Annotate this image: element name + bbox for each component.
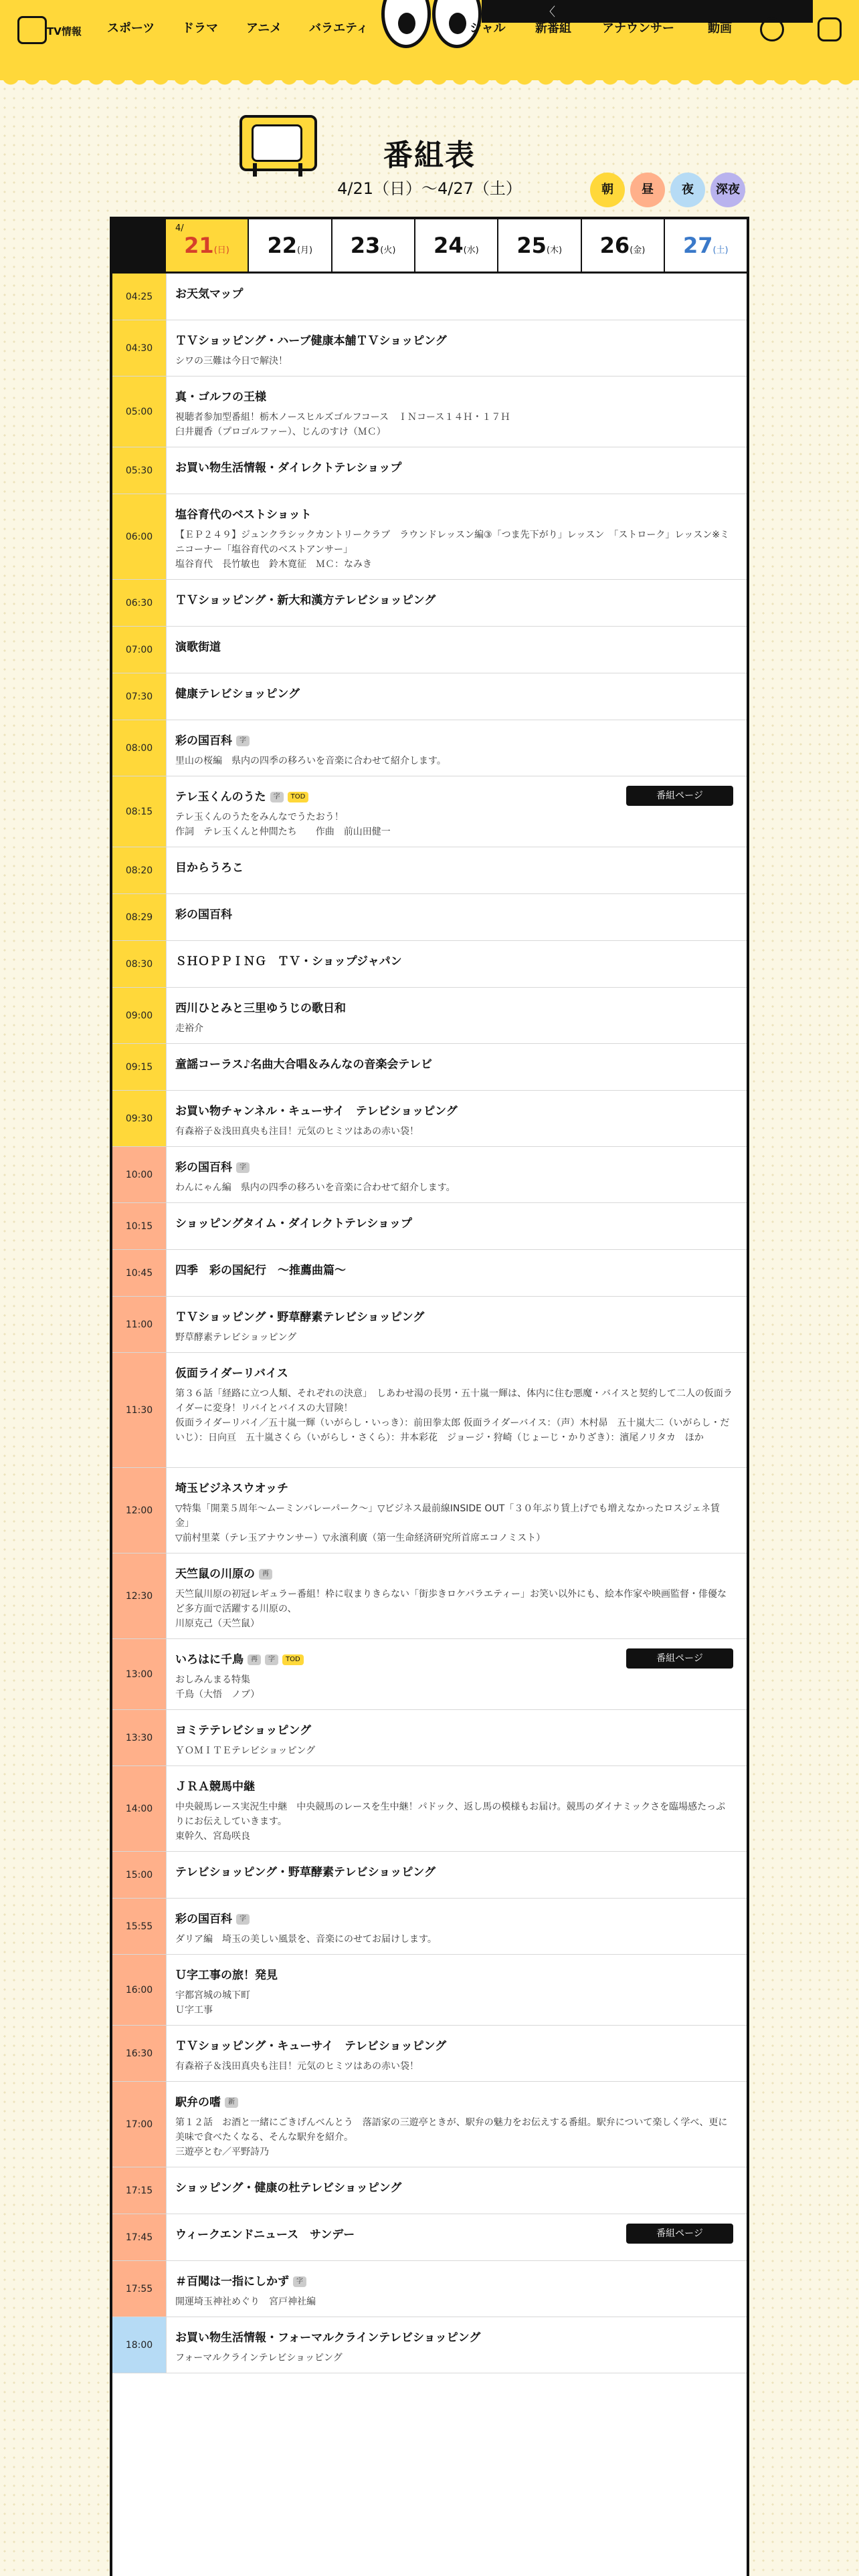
program-row[interactable] — [112, 1297, 747, 1353]
program-time: 05:00 — [112, 377, 167, 447]
program-title-line — [175, 461, 733, 475]
day-date: 25 — [516, 233, 547, 258]
program-time: 04:30 — [112, 320, 167, 376]
program-info — [175, 861, 733, 875]
day-tab-24[interactable] — [414, 219, 497, 272]
program-title-line — [175, 687, 733, 702]
program-row[interactable] — [112, 1553, 747, 1639]
program-info — [175, 2181, 733, 2195]
schedule-table — [110, 217, 749, 2576]
program-row[interactable] — [112, 1147, 747, 1203]
program-info — [175, 1310, 733, 1345]
day-tab-22[interactable] — [248, 219, 330, 272]
program-time: 17:15 — [112, 2167, 167, 2214]
program-title-line — [175, 593, 733, 608]
program-title[interactable]: お買い物生活情報・ダイレクトテレショップ — [175, 461, 402, 475]
program-description: シワの三難は今日で解決！ — [175, 356, 288, 366]
program-time: 12:30 — [112, 1553, 167, 1638]
program-description: 【ＥＰ２４９】ジュンクラシックカントリークラブ ラウンドレッスン編③「つま先下がり」レッスン 「ストローク」レッスン※ミニコーナー「塩谷育代のベストアンサー」 塩谷育代 長竹敏也 鈴木寛征 ＭＣ：なみき — [175, 530, 730, 570]
program-title[interactable]: 演歌街道 — [175, 641, 221, 654]
program-title[interactable]: 健康テレビショッピング — [175, 687, 300, 701]
site-header — [0, 0, 859, 80]
tv-illustration-icon — [237, 115, 320, 177]
program-info — [175, 2095, 733, 2159]
program-time: 12:00 — [112, 1468, 167, 1553]
program-description: フォーマルクラインテレビショッピング — [175, 2353, 343, 2363]
program-row[interactable] — [112, 1091, 747, 1147]
program-row[interactable] — [112, 1899, 747, 1955]
day-weekday: (木) — [546, 245, 563, 255]
site-logo[interactable] — [17, 12, 87, 44]
program-row[interactable] — [112, 377, 747, 447]
program-title-line — [175, 954, 733, 969]
nav-anime[interactable]: アニメ — [246, 21, 282, 35]
program-info — [175, 508, 733, 572]
program-row[interactable] — [112, 1852, 747, 1899]
program-time: 16:00 — [112, 1955, 167, 2025]
program-row[interactable] — [112, 2082, 747, 2167]
program-info — [175, 1481, 733, 1545]
program-description: 野草酵素テレビショッピング — [175, 1332, 297, 1343]
program-title-line — [175, 2274, 733, 2289]
program-info — [175, 1057, 733, 1072]
program-title[interactable]: ＴＶショッピング・ハーブ健康本舗ＴＶショッピング — [175, 334, 447, 348]
day-date: 24 — [434, 233, 464, 258]
day-date: 21 — [184, 233, 214, 258]
program-row[interactable] — [112, 2317, 747, 2373]
program-time: 14:00 — [112, 1766, 167, 1851]
program-title-line — [175, 508, 733, 522]
program-info — [175, 1723, 733, 1758]
program-description: 第３６話「経路に立つ人類、それぞれの決意」 しあわせ湯の長男・五十嵐一輝は、体内に住む悪魔・バイスと契約して二人の仮面ライダーに変身！リバイとバイスの大冒険！ 仮面ライダーリバイ／五十嵐一輝（いがらし・いっき）：前田拳太郎 仮面ライダーバイス：（声）木村昴 五十嵐大二（いがらし・だいじ）：日向亘 五十嵐さくら（いがらし・さくら）：井本彩花 ジョージ・狩崎（じょーじ・かりざき）：濱尾ノリタカ ほか — [175, 1388, 733, 1443]
program-title[interactable]: 四季 彩の国紀行 〜推薦曲篇〜 — [175, 1264, 346, 1277]
program-time: 18:00 — [112, 2317, 167, 2373]
subtitle-badge: 字 — [236, 1914, 250, 1925]
banner-prev-icon[interactable]: 〈 — [543, 5, 555, 19]
program-title[interactable]: 彩の国百科 — [175, 1913, 232, 1926]
program-row[interactable] — [112, 1639, 747, 1710]
program-time: 06:00 — [112, 494, 167, 579]
program-page-button[interactable]: 番組ページ — [626, 2224, 733, 2244]
program-title-line — [175, 334, 733, 348]
program-title-line — [175, 1216, 733, 1231]
program-description: 有森裕子＆浅田真央も注目！元気のヒミツはあの赤い袋！ — [175, 1126, 419, 1137]
program-time: 11:00 — [112, 1297, 167, 1352]
program-title-line — [175, 2039, 733, 2054]
program-description: 里山の桜編 県内の四季の移ろいを音楽に合わせて紹介します。 — [175, 756, 446, 766]
program-time: 08:00 — [112, 720, 167, 776]
subtitle-badge: 字 — [293, 2276, 306, 2287]
program-title-line — [175, 1912, 733, 1927]
program-title-line — [175, 1263, 733, 1278]
day-tab-25[interactable] — [497, 219, 580, 272]
program-title[interactable]: ショッピング・健康の杜テレビショッピング — [175, 2181, 402, 2195]
program-row[interactable] — [112, 941, 747, 988]
page-title: 番組表 — [383, 138, 476, 173]
program-info — [175, 1366, 733, 1445]
program-info — [175, 1104, 733, 1139]
program-row[interactable] — [112, 1203, 747, 1250]
program-time: 15:55 — [112, 1899, 167, 1954]
subtitle-badge: 字 — [265, 1654, 278, 1665]
program-time: 08:20 — [112, 847, 167, 893]
program-info — [175, 1263, 733, 1278]
tod-night-button[interactable]: 夜 — [670, 173, 705, 207]
program-row[interactable] — [112, 1353, 747, 1468]
program-info — [175, 2039, 733, 2074]
program-page-button[interactable]: 番組ページ — [626, 1648, 733, 1669]
program-info — [175, 334, 733, 368]
program-time: 04:25 — [112, 274, 167, 320]
mascot-menu-icon[interactable] — [818, 17, 842, 41]
program-time: 08:30 — [112, 941, 167, 987]
day-weekday: (日) — [213, 245, 229, 255]
subtitle-badge: 字 — [270, 792, 284, 802]
nav-sports[interactable]: スポーツ — [107, 21, 155, 35]
program-time: 05:30 — [112, 447, 167, 494]
program-info — [175, 1968, 733, 2018]
program-title[interactable]: ＴＶショッピング・野草酵素テレビショッピング — [175, 1311, 425, 1324]
program-title[interactable]: 西川ひとみと三里ゆうじの歌日和 — [175, 1002, 346, 1015]
program-row[interactable] — [112, 1955, 747, 2026]
program-description: ＹＯＭＩＴＥテレビショッピング — [175, 1745, 316, 1756]
program-title-line — [175, 287, 733, 302]
program-description: ▽特集「開業５周年〜ムーミンバレーパーク〜」▽ビジネス最前線INSIDE OUT「３０年ぶり賃上げでも増えなかったロスジェネ賃金」 ▽前村里菜（テレ玉アナウンサー）▽永濱利廣（第一生命経済研究所首席エコノミスト） — [175, 1503, 720, 1543]
program-row[interactable] — [112, 1710, 747, 1766]
program-time: 07:00 — [112, 627, 167, 673]
day-tab-27[interactable] — [664, 219, 747, 272]
program-row[interactable] — [112, 494, 747, 580]
program-info — [175, 287, 733, 302]
day-date: 23 — [350, 233, 381, 258]
program-title[interactable]: ウィークエンドニュース サンデー — [175, 2228, 355, 2242]
nav-variety[interactable]: バラエティ — [309, 21, 369, 35]
program-row[interactable] — [112, 1250, 747, 1297]
logo-tv-icon — [17, 16, 47, 44]
program-info — [175, 1001, 733, 1036]
program-row[interactable] — [112, 894, 747, 941]
program-info — [175, 593, 733, 608]
program-title-line — [175, 1310, 733, 1325]
program-description: 宇都宮城の城下町 Ｕ字工事 — [175, 1990, 250, 2016]
program-description: 中央競馬レース実況生中継 中央競馬のレースを生中継！パドック、返し馬の模様もお届け。競馬のダイナミックさを臨場感たっぷりにお伝えしていきます。 東幹久、宮島咲良 — [175, 1802, 726, 1842]
program-info — [175, 907, 733, 922]
program-title[interactable]: ＴＶショッピング・新大和漢方テレビショッピング — [175, 594, 436, 607]
program-list — [112, 274, 747, 2373]
tod-badge: TOD — [282, 1654, 304, 1665]
program-info — [175, 687, 733, 702]
program-description: 第１２話 お酒と一緒にごきげんべんとう 落語家の三遊亭ときが、駅弁の魅力をお伝えする番組。駅弁について楽しく学べ、更に美味で食べたくなる、そんな駅弁を紹介。 三遊亭とむ／平野詩乃 — [175, 2117, 728, 2157]
program-title-line — [175, 2331, 733, 2345]
program-title[interactable]: ＃百聞は一指にしかず — [175, 2275, 289, 2288]
program-title[interactable]: ヨミテテレビショッピング — [175, 1724, 311, 1737]
program-time: 07:30 — [112, 673, 167, 720]
day-tab-26[interactable] — [581, 219, 664, 272]
program-row[interactable] — [112, 1044, 747, 1091]
program-title[interactable]: 天竺鼠の川原の — [175, 1568, 255, 1581]
program-info — [175, 1567, 733, 1631]
subtitle-badge: 字 — [236, 736, 250, 746]
program-info — [175, 390, 733, 439]
program-title-line — [175, 1001, 733, 1016]
program-title-line — [175, 2095, 733, 2110]
program-title[interactable]: Ｕ字工事の旅！発見 — [175, 1969, 278, 1982]
program-time: 09:00 — [112, 988, 167, 1043]
program-time: 06:30 — [112, 580, 167, 626]
program-time: 09:15 — [112, 1044, 167, 1090]
program-title[interactable]: 童謡コーラス♪名曲大合唱＆みんなの音楽会テレビ — [175, 1058, 432, 1071]
rerun-badge: 再 — [259, 1569, 272, 1580]
program-title-line — [175, 1567, 733, 1582]
broadcast-icon[interactable] — [760, 17, 784, 41]
program-info — [175, 2274, 733, 2309]
program-time: 11:30 — [112, 1353, 167, 1467]
program-title[interactable]: 駅弁の嗜 — [175, 2096, 221, 2109]
program-time: 09:30 — [112, 1091, 167, 1146]
program-title-line — [175, 907, 733, 922]
program-title[interactable]: 彩の国百科 — [175, 734, 232, 748]
program-description: わんにゃん編 県内の四季の移ろいを音楽に合わせて紹介します。 — [175, 1182, 456, 1193]
program-description: 視聴者参加型番組！栃木ノースヒルズゴルフコース ＩＮコース１４Ｈ・１７Ｈ 臼井麗香（プロゴルファー）、じんのすけ（ＭＣ） — [175, 412, 510, 437]
program-info — [175, 734, 733, 768]
day-tab-21[interactable] — [165, 219, 248, 272]
program-title-line — [175, 1780, 733, 1794]
day-month: 4/ — [175, 223, 184, 233]
program-description: 開運埼玉神社めぐり 宮戸神社編 — [175, 2296, 316, 2307]
program-title-line — [175, 734, 733, 748]
program-time: 13:30 — [112, 1710, 167, 1765]
program-title[interactable]: テレ玉くんのうた — [175, 790, 266, 804]
program-title[interactable]: 目からうろこ — [175, 861, 244, 875]
program-info — [175, 2331, 733, 2365]
program-row[interactable] — [112, 2261, 747, 2317]
program-row[interactable] — [112, 720, 747, 776]
program-time: 10:00 — [112, 1147, 167, 1202]
day-selector — [112, 219, 747, 274]
program-info — [175, 954, 733, 969]
new-badge: 新 — [225, 2097, 238, 2108]
program-time: 08:15 — [112, 776, 167, 847]
program-time: 17:00 — [112, 2082, 167, 2167]
program-row[interactable] — [112, 1766, 747, 1852]
program-title-line — [175, 1057, 733, 1072]
subtitle-badge: 字 — [236, 1162, 250, 1173]
nav-announcers[interactable]: アナウンサー — [602, 21, 674, 35]
program-title[interactable]: 彩の国百科 — [175, 908, 232, 922]
program-time: 17:45 — [112, 2214, 167, 2260]
tod-badge: TOD — [288, 792, 309, 802]
program-time: 08:29 — [112, 894, 167, 940]
tod-latenight-button[interactable]: 深夜 — [710, 173, 745, 207]
program-info — [175, 1912, 733, 1947]
day-weekday: (月) — [296, 245, 313, 255]
day-weekday: (火) — [380, 245, 396, 255]
program-title[interactable]: テレビショッピング・野草酵素テレビショッピング — [175, 1866, 436, 1879]
program-row[interactable] — [112, 776, 747, 847]
program-description: 走裕介 — [175, 1023, 203, 1034]
program-row[interactable] — [112, 847, 747, 894]
nav-special[interactable]: シャル — [470, 21, 506, 35]
rerun-badge: 再 — [248, 1654, 261, 1665]
program-time: 10:15 — [112, 1203, 167, 1249]
program-row[interactable] — [112, 274, 747, 320]
program-title-line — [175, 861, 733, 875]
program-title[interactable]: 仮面ライダーリバイス — [175, 1367, 288, 1380]
program-title[interactable]: 真・ゴルフの王様 — [175, 391, 266, 404]
tod-daytime-button[interactable]: 昼 — [630, 173, 665, 207]
program-row[interactable] — [112, 988, 747, 1044]
program-title[interactable]: 塩谷育代のベストショット — [175, 508, 312, 522]
program-title-line — [175, 1968, 733, 1983]
nav-drama[interactable]: ドラマ — [182, 21, 218, 35]
program-info — [175, 640, 733, 655]
logo-text: TV情報 — [47, 25, 82, 37]
program-time: 15:00 — [112, 1852, 167, 1898]
program-title-line — [175, 1366, 733, 1381]
program-title[interactable]: お買い物生活情報・フォーマルクラインテレビショッピング — [175, 2331, 481, 2345]
day-corner — [112, 219, 165, 272]
program-time: 17:55 — [112, 2261, 167, 2317]
program-title-line — [175, 1865, 733, 1880]
program-title-line — [175, 1160, 733, 1175]
day-date: 26 — [599, 233, 630, 258]
program-title[interactable]: ＴＶショッピング・キューサイ テレビショッピング — [175, 2040, 447, 2053]
nav-new-programs[interactable]: 新番組 — [535, 21, 571, 35]
program-row[interactable] — [112, 447, 747, 494]
day-weekday: (土) — [712, 245, 729, 255]
program-title-line — [175, 1723, 733, 1738]
program-time: 16:30 — [112, 2026, 167, 2081]
program-row[interactable] — [112, 2214, 747, 2261]
program-info — [175, 461, 733, 475]
program-page-button[interactable]: 番組ページ — [626, 786, 733, 806]
program-title-line — [175, 2181, 733, 2195]
program-row[interactable] — [112, 580, 747, 627]
program-description: 天竺鼠川原の初冠レギュラー番組！枠に収まりきらない「街歩きロケバラエティー」お笑い以外にも、絵本作家や映画監督・俳優など多方面で活躍する川原の、 川原克己（天竺鼠） — [175, 1589, 727, 1629]
date-range: 4/21（日）〜4/27（土） — [337, 179, 522, 198]
program-title[interactable]: いろはに千鳥 — [175, 1653, 244, 1667]
mascot-eyes-icon — [379, 0, 479, 53]
day-date: 22 — [267, 233, 297, 258]
program-time: 10:45 — [112, 1250, 167, 1296]
program-title[interactable]: ＪＲＡ競馬中継 — [175, 1780, 255, 1794]
program-row[interactable] — [112, 2167, 747, 2214]
day-tab-23[interactable] — [331, 219, 414, 272]
program-title[interactable]: お買い物チャンネル・キューサイ テレビショッピング — [175, 1105, 458, 1118]
program-row[interactable] — [112, 627, 747, 673]
day-weekday: (水) — [463, 245, 479, 255]
program-title[interactable]: 彩の国百科 — [175, 1161, 232, 1174]
nav-videos[interactable]: 動画 — [708, 21, 732, 35]
program-info — [175, 1216, 733, 1231]
program-row[interactable] — [112, 673, 747, 720]
program-description: テレ玉くんのうたをみんなでうたおう！ 作詞 テレ玉くんと仲間たち 作曲 前山田健一 — [175, 812, 391, 837]
program-title-line — [175, 390, 733, 405]
program-description: おしみんまる特集 千鳥（大悟 ノブ） — [175, 1675, 260, 1700]
day-weekday: (金) — [630, 245, 646, 255]
tod-morning-button[interactable]: 朝 — [590, 173, 625, 207]
program-title-line — [175, 1104, 733, 1119]
program-description: ダリア編 埼玉の美しい風景を、音楽にのせてお届けします。 — [175, 1934, 437, 1945]
program-info — [175, 1780, 733, 1844]
program-info — [175, 1865, 733, 1880]
program-title[interactable]: ＳＨＯＰＰＩＮＧ ＴＶ・ショップジャパン — [175, 955, 402, 968]
day-date: 27 — [682, 233, 713, 258]
program-row[interactable] — [112, 2026, 747, 2082]
program-row[interactable] — [112, 320, 747, 377]
program-time: 13:00 — [112, 1639, 167, 1709]
program-title[interactable]: ショッピングタイム・ダイレクトテレショップ — [175, 1217, 412, 1230]
program-title[interactable]: お天気マップ — [175, 288, 244, 301]
program-title-line — [175, 1481, 733, 1496]
program-title-line — [175, 640, 733, 655]
program-row[interactable] — [112, 1468, 747, 1553]
program-info — [175, 1160, 733, 1195]
program-description: 有森裕子＆浅田真央も注目！元気のヒミツはあの赤い袋！ — [175, 2061, 419, 2072]
program-title[interactable]: 埼玉ビジネスウオッチ — [175, 1482, 288, 1495]
